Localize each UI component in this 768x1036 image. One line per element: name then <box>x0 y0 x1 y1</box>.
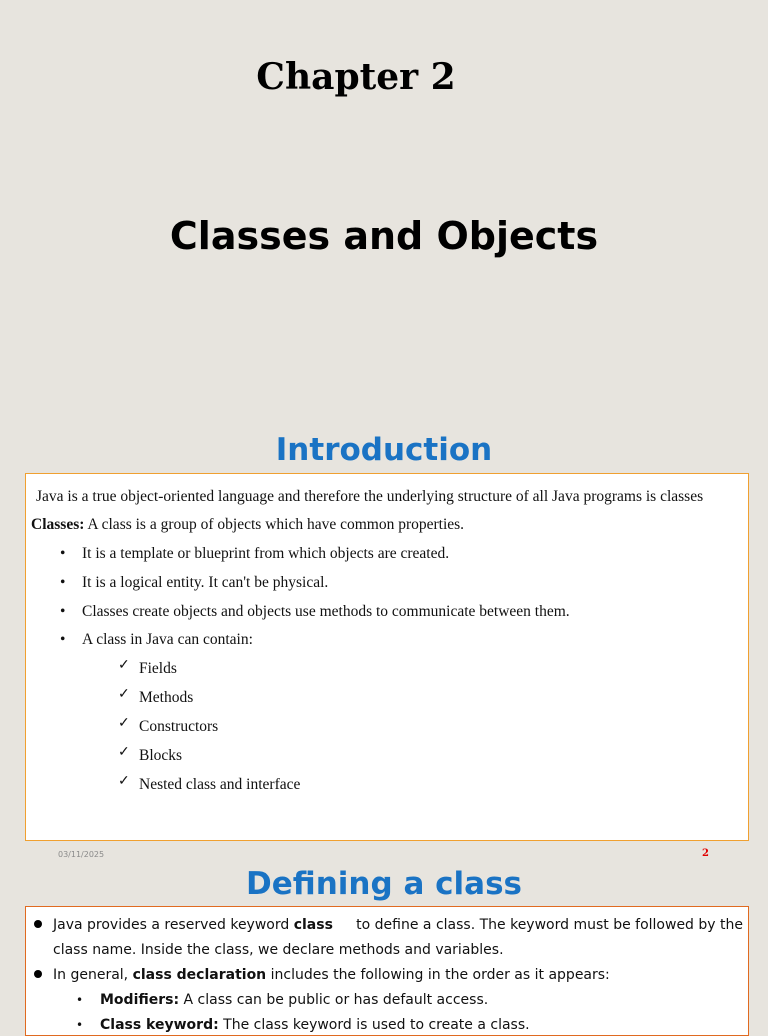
modifiers-item <box>100 992 488 1008</box>
page-number: 2 <box>702 848 709 859</box>
class-keyword-text: The class keyword is used to create a class. <box>218 1017 530 1033</box>
bullet-icon: • <box>76 993 84 1007</box>
introduction-heading: Introduction <box>275 432 493 468</box>
bullet-item: It is a logical entity. It can't be physical. <box>82 574 329 591</box>
check-item: Blocks <box>139 747 183 764</box>
bullet-item: It is a template or blueprint from which objects are created. <box>82 545 450 562</box>
slide-date: 03/11/2025 <box>58 850 105 859</box>
bullet-icon: • <box>76 1018 84 1032</box>
checkmark-icon: ✓ <box>118 687 130 702</box>
bullet-icon <box>34 920 42 928</box>
paragraph-text: class name. Inside the class, we declare methods and variables. <box>53 942 504 958</box>
bullet-item: A class in Java can contain: <box>82 631 253 648</box>
defining-class-heading: Defining a class <box>245 866 523 902</box>
check-item: Methods <box>139 689 194 706</box>
class-keyword-label: Class keyword: <box>100 1017 219 1033</box>
paragraph-text: Java provides a reserved keyword <box>53 917 294 933</box>
classes-definition <box>31 516 464 534</box>
bullet-icon: • <box>60 545 66 562</box>
check-item: Fields <box>139 660 177 677</box>
modifiers-label: Modifiers: <box>100 992 180 1008</box>
class-declaration-term: class declaration <box>132 967 267 983</box>
bullet-icon: • <box>60 603 66 620</box>
checkmark-icon: ✓ <box>118 658 130 673</box>
class-keyword-item <box>100 1017 530 1033</box>
bullet-item: Classes create objects and objects use methods to communicate between them. <box>82 603 570 620</box>
paragraph-text: to define a class. The keyword must be followed by the <box>356 917 743 933</box>
class-keyword: class <box>293 917 333 933</box>
class-keyword-paragraph <box>53 917 743 933</box>
bullet-icon <box>34 970 42 978</box>
check-item: Nested class and interface <box>139 776 301 793</box>
introduction-content-box <box>25 473 749 841</box>
paragraph-text: In general, <box>53 967 133 983</box>
classes-label: Classes: <box>31 516 85 533</box>
chapter-title: Chapter 2 <box>256 56 456 98</box>
class-declaration-paragraph <box>53 967 610 983</box>
classes-text: A class is a group of objects which have common properties. <box>84 516 465 533</box>
checkmark-icon: ✓ <box>118 745 130 760</box>
modifiers-text: A class can be public or has default access. <box>179 992 489 1008</box>
checkmark-icon: ✓ <box>118 716 130 731</box>
bullet-icon: • <box>60 631 66 648</box>
paragraph-text: includes the following in the order as it appears: <box>266 967 610 983</box>
check-item: Constructors <box>139 718 219 735</box>
checkmark-icon: ✓ <box>118 774 130 789</box>
bullet-icon: • <box>60 574 66 591</box>
defining-class-content-box <box>25 906 749 1036</box>
slide-title: Classes and Objects <box>169 214 599 258</box>
intro-paragraph: Java is a true object-oriented language and therefore the underlying structure of all Java programs is classes <box>36 488 704 505</box>
